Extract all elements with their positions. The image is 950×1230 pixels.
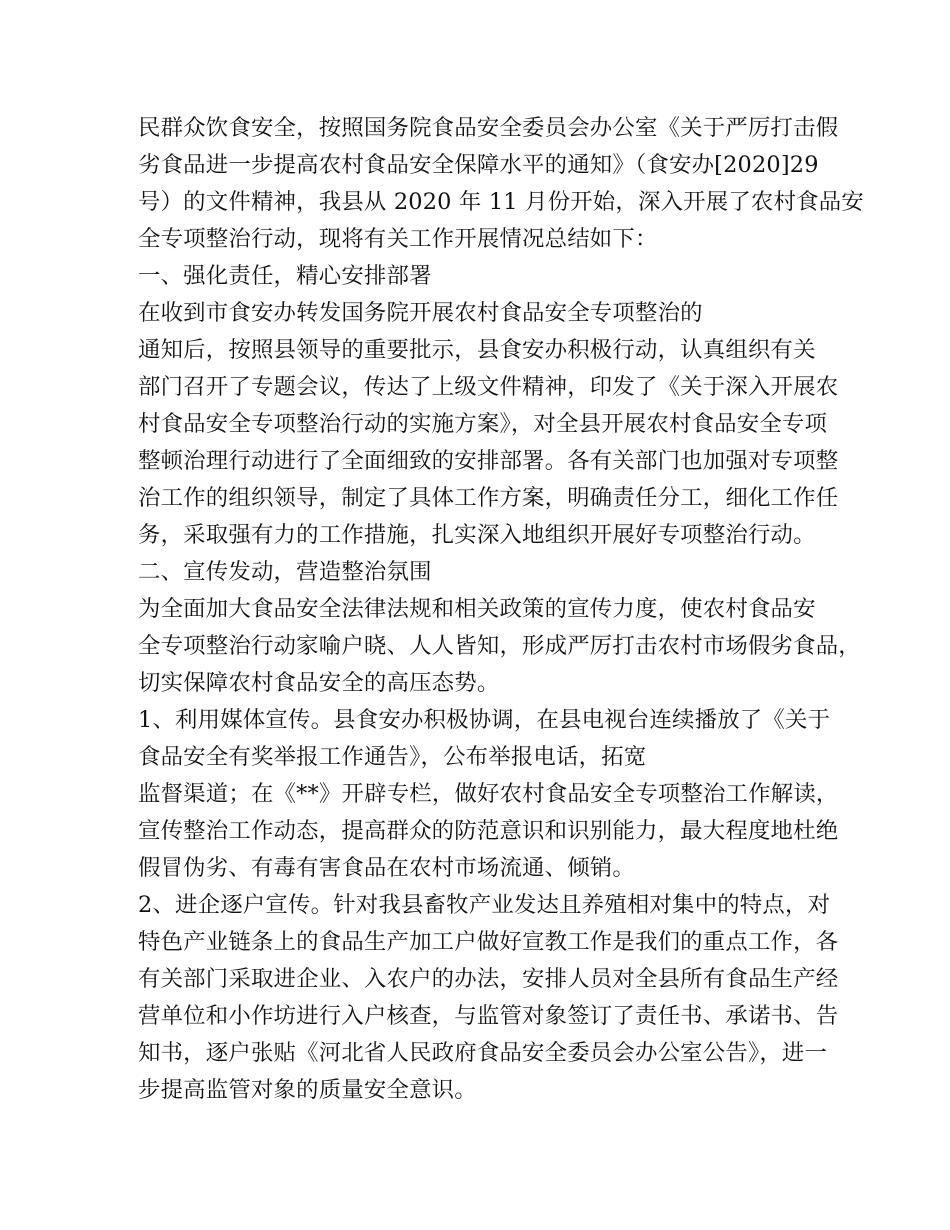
body-text-line: 治工作的组织领导，制定了具体工作方案，明确责任分工，细化工作任 [138,485,839,511]
body-text-line: 全专项整治行动，现将有关工作开展情况总结如下： [138,226,658,252]
section-heading: 二、宣传发动，营造整治氛围 [138,559,432,585]
body-text-line: 有关部门采取进企业、入农户的办法，安排人员对全县所有食品生产经 [138,966,839,992]
body-text-line: 全专项整治行动家喻户晓、人人皆知，形成严厉打击农村市场假劣食品， [138,633,861,659]
body-text-line: 村食品安全专项整治行动的实施方案》，对全县开展农村食品安全专项 [138,411,828,437]
body-text-line: 假冒伪劣、有毒有害食品在农村市场流通、倾销。 [138,855,635,881]
body-text-line: 在收到市食安办转发国务院开展农村食品安全专项整治的 [138,300,703,326]
body-text-line: 2、进企逐户宣传。针对我县畜牧产业发达且养殖相对集中的特点，对 [138,892,831,918]
body-text-line: 整顿治理行动进行了全面细致的安排部署。各有关部门也加强对专项整 [138,448,839,474]
body-text-line: 食品安全有奖举报工作通告》，公布举报电话，拓宽 [138,744,647,770]
body-text-line: 切实保障农村食品安全的高压态势。 [138,670,500,696]
body-text-line: 为全面加大食品安全法律法规和相关政策的宣传力度，使农村食品安 [138,596,816,622]
body-text-line: 特色产业链条上的食品生产加工户做好宣教工作是我们的重点工作，各 [138,929,839,955]
body-text-line: 劣食品进一步提高农村食品安全保障水平的通知》（食安办[2020]29 [138,152,819,178]
body-text-line: 通知后，按照县领导的重要批示，县食安办积极行动，认真组织有关 [138,337,816,363]
body-text-line: 部门召开了专题会议，传达了上级文件精神，印发了《关于深入开展农 [138,374,839,400]
body-text-line: 步提高监管对象的质量安全意识。 [138,1077,477,1103]
body-text-line: 监督渠道；在《**》开辟专栏，做好农村食品安全专项整治工作解读， [138,781,839,807]
body-text-line: 号）的文件精神，我县从 2020 年 11 月份开始，深入开展了农村食品安 [138,189,864,215]
body-text-line: 知书，逐户张贴《河北省人民政府食品安全委员会办公室公告》，进一 [138,1040,828,1066]
body-text-line: 宣传整治工作动态，提高群众的防范意识和识别能力，最大程度地杜绝 [138,818,839,844]
body-text-line: 营单位和小作坊进行入户核查，与监管对象签订了责任书、承诺书、告 [138,1003,839,1029]
section-heading: 一、强化责任，精心安排部署 [138,263,432,289]
body-text-line: 民群众饮食安全，按照国务院食品安全委员会办公室《关于严厉打击假 [138,115,839,141]
body-text-line: 务，采取强有力的工作措施，扎实深入地组织开展好专项整治行动。 [138,522,816,548]
body-text-line: 1、利用媒体宣传。县食安办积极协调，在县电视台连续播放了《关于 [138,707,831,733]
